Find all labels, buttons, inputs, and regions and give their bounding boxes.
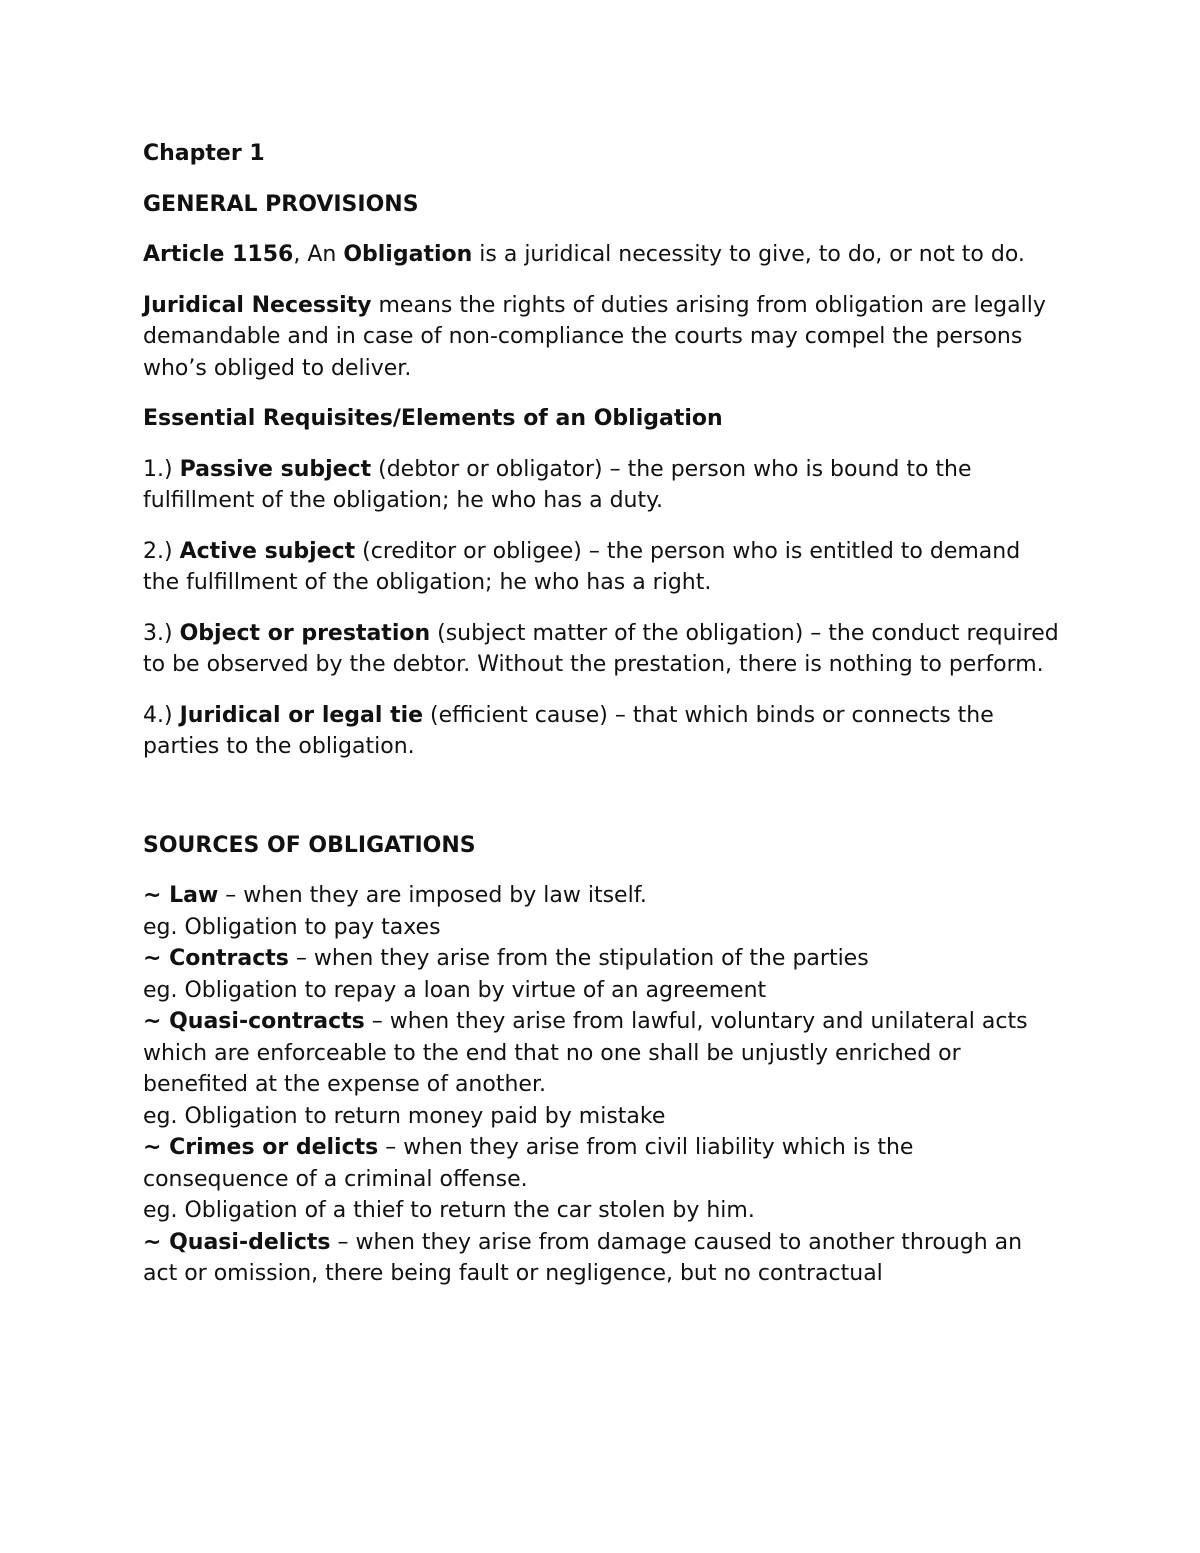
requisite-term: Object or prestation [179,620,431,646]
requisite-number: 3.) [143,620,180,646]
juridical-necessity-term: Juridical Necessity [143,292,372,318]
source-definition: – when they arise from the stipulation of the parties [288,946,869,971]
article-connector: , An [293,242,344,267]
sources-title: SOURCES OF OBLIGATIONS [143,832,476,858]
requisite-item [143,536,1063,599]
source-term: ~ Quasi-delicts [143,1229,331,1255]
source-example: eg. Obligation of a thief to return the car stolen by him. [143,1198,755,1223]
requisite-term: Active subject [179,538,356,564]
source-definition: – when they arise from lawful, voluntary and unilateral acts which are enforceable to the end that no one shall be unjustly enriched or benefited at the expense of another. [143,1009,1028,1097]
source-term: ~ Contracts [143,946,289,971]
juridical-necessity-paragraph [143,290,1063,385]
document-page [143,138,1063,1290]
requisite-item [143,454,1063,517]
source-definition: – when they arise from damage caused to another through an act or omission, there being fault or negligence, but no contractual [143,1229,1023,1286]
requisite-number: 1.) [143,456,180,482]
source-item [143,1006,1063,1101]
requisite-term: Juridical or legal tie [179,702,424,728]
requisite-number: 2.) [143,538,180,564]
requisite-definition: (subject matter of the obligation) – the conduct required to be observed by the debtor. Without the prestation, there is nothing to perform. [143,620,1059,677]
source-term: ~ Law [143,883,219,908]
requisites-title: Essential Requisites/Elements of an Obligation [143,406,723,431]
source-item [143,1132,1063,1195]
article-paragraph [143,239,1063,271]
source-example: eg. Obligation to pay taxes [143,914,441,940]
chapter-title: Chapter 1 [143,141,265,166]
requisite-definition: (debtor or obligator) – the person who is bound to the fulfillment of the obligation; he who has a duty. [143,456,972,513]
source-definition: – when they arise from civil liability which is the consequence of a criminal offense. [143,1135,914,1192]
article-definition: is a juridical necessity to give, to do, or not to do. [472,242,1025,267]
obligation-term: Obligation [343,242,473,267]
article-label: Article 1156 [143,242,294,267]
source-term: ~ Crimes or delicts [143,1135,379,1160]
requisite-item [143,618,1063,681]
blank-line [143,782,1063,830]
source-item [143,1227,1063,1290]
section-title: GENERAL PROVISIONS [143,191,419,217]
source-example: eg. Obligation to repay a loan by virtue of an agreement [143,977,767,1003]
source-definition: – when they are imposed by law itself. [218,883,647,908]
source-example: eg. Obligation to return money paid by mistake [143,1103,666,1129]
source-item [143,880,1063,912]
requisite-number: 4.) [143,702,180,728]
requisite-definition: (creditor or obligee) – the person who is entitled to demand the fulfillment of the obligation; he who has a right. [143,538,1021,595]
requisite-definition: (efficient cause) – that which binds or connects the parties to the obligation. [143,702,994,759]
requisite-term: Passive subject [179,456,372,482]
juridical-necessity-definition: means the rights of duties arising from obligation are legally demandable and in case of non-compliance the courts may compel the persons who’s obliged to deliver. [143,292,1046,381]
requisite-item [143,700,1063,763]
source-term: ~ Quasi-contracts [143,1009,365,1034]
source-item [143,943,1063,975]
